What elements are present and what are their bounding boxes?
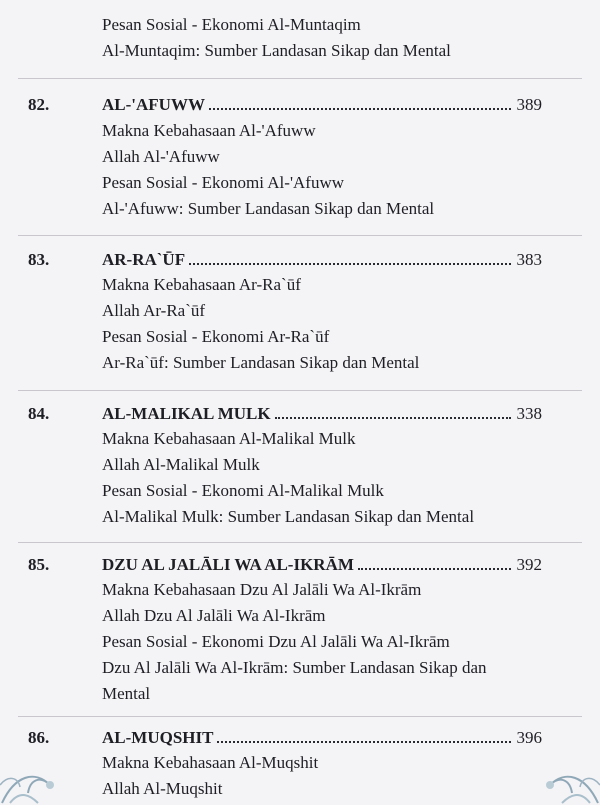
entry-page-number: 338 — [516, 404, 542, 423]
toc-subitem: Makna Kebahasaan Ar-Ra`ūf — [102, 275, 301, 294]
entry-heading — [102, 250, 542, 270]
toc-subitem: Pesan Sosial - Ekonomi Ar-Ra`ūf — [102, 327, 330, 346]
toc-subitem: Al-'Afuww: Sumber Landasan Sikap dan Mental — [102, 199, 435, 218]
toc-subitem: Pesan Sosial - Ekonomi Dzu Al Jalāli Wa Al-Ikrām — [102, 632, 450, 651]
entry-number: 83. — [28, 250, 50, 269]
toc-subitem: Allah Ar-Ra`ūf — [102, 301, 206, 320]
toc-subitem: Makna Kebahasaan Al-Muqshit — [102, 753, 319, 772]
section-divider — [18, 542, 582, 543]
toc-subitem: Mental — [102, 684, 151, 703]
entry-page-number: 392 — [516, 555, 542, 574]
toc-subitem: Dzu Al Jalāli Wa Al-Ikrām: Sumber Landasan Sikap dan — [102, 658, 487, 677]
entry-number: 85. — [28, 555, 50, 574]
toc-subitem: Makna Kebahasaan Al-Malikal Mulk — [102, 429, 356, 448]
floral-ornament-icon — [0, 745, 90, 805]
entry-heading — [102, 728, 542, 748]
leader-dots — [189, 262, 510, 265]
floral-ornament-icon — [510, 745, 600, 805]
section-divider — [18, 716, 582, 717]
entry-page-number: 383 — [516, 250, 542, 269]
entry-number: 86. — [28, 728, 50, 747]
leader-dots — [358, 567, 511, 570]
leader-dots — [217, 740, 510, 743]
leader-dots — [275, 416, 511, 419]
section-divider — [18, 390, 582, 391]
toc-subitem: Allah Al-'Afuww — [102, 147, 220, 166]
entry-heading — [102, 95, 542, 115]
toc-subitem: Allah Al-Malikal Mulk — [102, 455, 260, 474]
entry-number: 82. — [28, 95, 50, 114]
toc-subitem: Makna Kebahasaan Al-'Afuww — [102, 121, 316, 140]
toc-subitem: Allah Dzu Al Jalāli Wa Al-Ikrām — [102, 606, 326, 625]
entry-page-number: 396 — [516, 728, 542, 747]
toc-subitem: Pesan Sosial - Ekonomi Al-Muntaqim — [102, 15, 361, 34]
entry-title: AL-MALIKAL MULK — [102, 404, 271, 423]
entry-page-number: 389 — [516, 95, 542, 114]
toc-subitem: Al-Muntaqim: Sumber Landasan Sikap dan Mental — [102, 41, 451, 60]
entry-title: AL-MUQSHIT — [102, 728, 214, 747]
entry-title: AL-'AFUWW — [102, 95, 205, 114]
leader-dots — [209, 107, 511, 110]
entry-title: DZU AL JALĀLI WA AL-IKRĀM — [102, 555, 354, 574]
section-divider — [18, 235, 582, 236]
entry-heading — [102, 404, 542, 424]
entry-title: AR-RA`ŪF — [102, 250, 186, 269]
toc-subitem: Ar-Ra`ūf: Sumber Landasan Sikap dan Mental — [102, 353, 420, 372]
entry-number: 84. — [28, 404, 50, 423]
section-divider — [18, 78, 582, 79]
entry-heading — [102, 555, 542, 575]
toc-subitem: Pesan Sosial - Ekonomi Al-'Afuww — [102, 173, 344, 192]
toc-subitem: Al-Malikal Mulk: Sumber Landasan Sikap dan Mental — [102, 507, 475, 526]
toc-subitem: Makna Kebahasaan Dzu Al Jalāli Wa Al-Ikrām — [102, 580, 422, 599]
toc-subitem: Allah Al-Muqshit — [102, 779, 223, 798]
toc-subitem: Pesan Sosial - Ekonomi Al-Malikal Mulk — [102, 481, 384, 500]
